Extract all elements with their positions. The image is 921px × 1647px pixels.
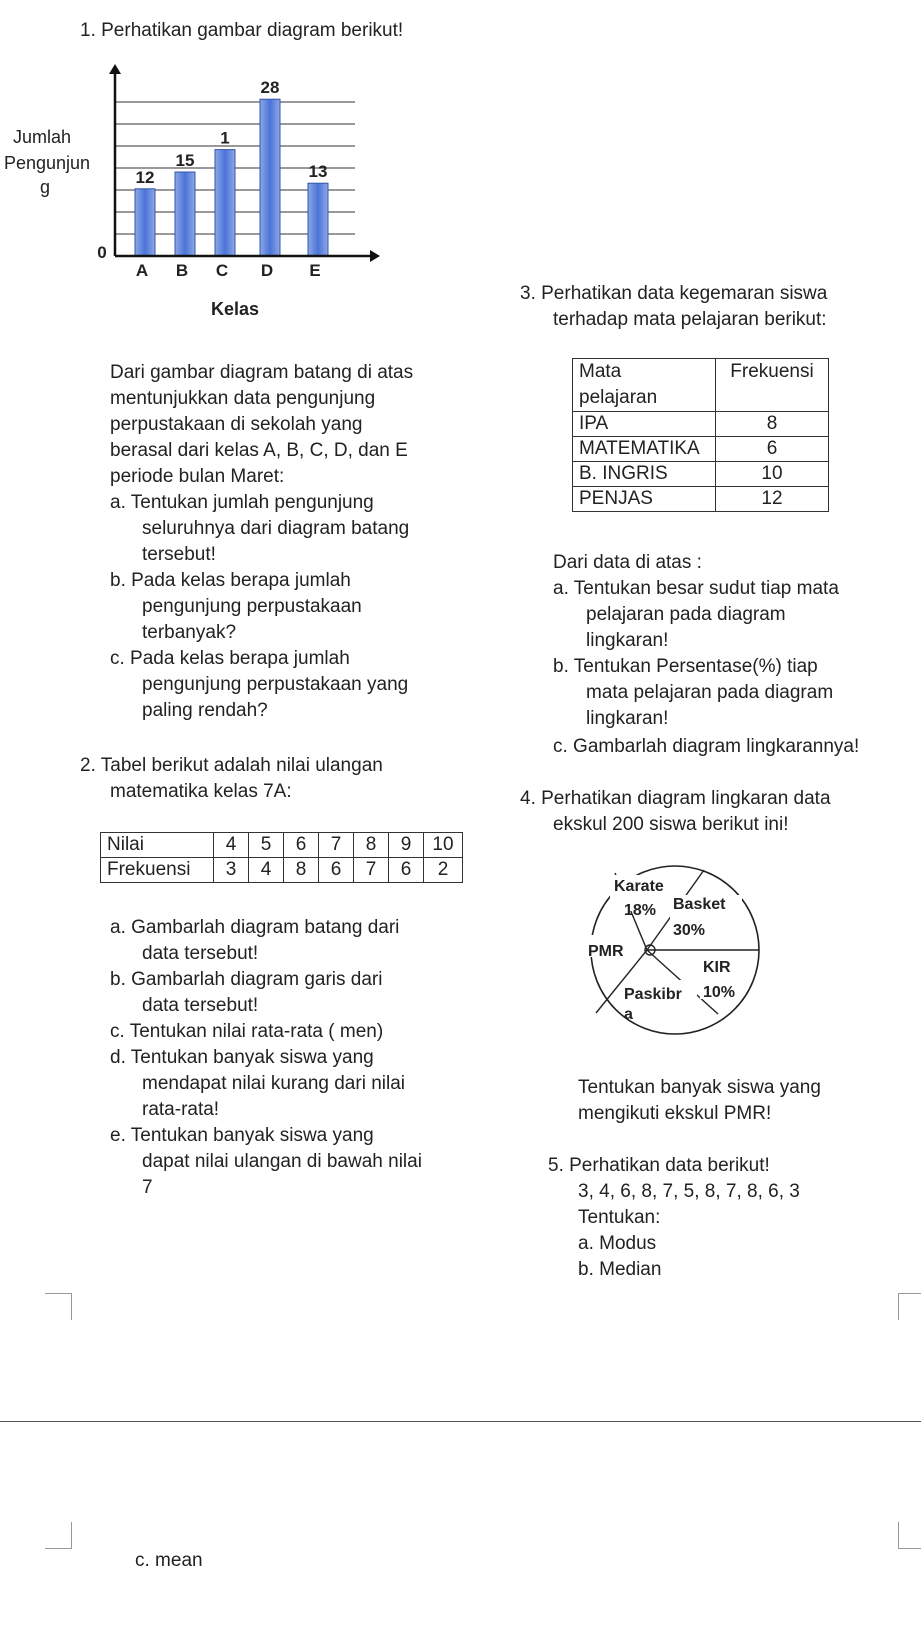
q1-a-line-3: tersebut! bbox=[142, 544, 216, 565]
q2-cell: 8 bbox=[284, 858, 319, 883]
q2-c-line: c. Tentukan nilai rata-rata ( men) bbox=[110, 1021, 384, 1042]
table-row bbox=[573, 437, 829, 462]
q1-c-line-2: pengunjung perpustakaan yang bbox=[142, 674, 409, 695]
q2-cell: Nilai bbox=[101, 833, 214, 858]
q1-a-line-1: a. Tentukan jumlah pengunjung bbox=[110, 492, 374, 513]
q2-b-line-1: b. Gambarlah diagram garis dari bbox=[110, 969, 383, 990]
q2-title-2: matematika kelas 7A: bbox=[110, 781, 292, 802]
q1-b-line-3: terbanyak? bbox=[142, 622, 237, 643]
q3-header-subject bbox=[573, 359, 716, 412]
x-tick-label: A bbox=[135, 261, 149, 280]
bar-c bbox=[215, 150, 235, 256]
q2-d-line-2: mendapat nilai kurang dari nilai bbox=[142, 1073, 405, 1094]
ylabel-line-1: Jumlah bbox=[12, 127, 72, 147]
x-tick-label: D bbox=[260, 261, 274, 280]
q2-table bbox=[100, 832, 463, 883]
q3-cell: 8 bbox=[716, 412, 829, 437]
pie-label-paskibra: Paskibr bbox=[624, 986, 682, 1003]
q1-paragraph-1: Dari gambar diagram batang di atas bbox=[110, 362, 414, 383]
page-corner-mark bbox=[898, 1522, 921, 1549]
q2-table-row-nilai bbox=[101, 833, 463, 858]
q3-cell: 6 bbox=[716, 437, 829, 462]
bar-value-label: 13 bbox=[308, 162, 328, 182]
q1-paragraph-4: berasal dari kelas A, B, C, D, dan E bbox=[110, 440, 408, 461]
q2-title-1: 2. Tabel berikut adalah nilai ulangan bbox=[80, 755, 383, 776]
q3-a-line-3: lingkaran! bbox=[586, 630, 669, 651]
q3-cell: 12 bbox=[716, 487, 829, 512]
q3-title-1: 3. Perhatikan data kegemaran siswa bbox=[520, 283, 828, 304]
q2-cell: 4 bbox=[249, 858, 284, 883]
q2-cell: Frekuensi bbox=[101, 858, 214, 883]
bar-chart bbox=[0, 60, 400, 360]
q3-a-line-2: pelajaran pada diagram bbox=[586, 604, 786, 625]
q2-cell: 3 bbox=[214, 858, 249, 883]
q3-cell: IPA bbox=[573, 412, 716, 437]
q4-title-1: 4. Perhatikan diagram lingkaran data bbox=[520, 788, 831, 809]
xlabel: Kelas bbox=[210, 299, 260, 319]
page-break-line bbox=[0, 1421, 921, 1422]
q3-b-line-2: mata pelajaran pada diagram bbox=[586, 682, 834, 703]
q3-table bbox=[572, 358, 829, 512]
x-axis-arrow bbox=[370, 250, 380, 262]
q5-a: a. Modus bbox=[578, 1233, 657, 1254]
x-tick-label: E bbox=[309, 261, 321, 280]
q2-table-row-frekuensi bbox=[101, 858, 463, 883]
q4-question-1: Tentukan banyak siswa yang bbox=[578, 1077, 821, 1098]
q2-cell: 8 bbox=[354, 833, 389, 858]
q1-paragraph-2: mentunjukkan data pengunjung bbox=[110, 388, 376, 409]
pie-chart bbox=[570, 855, 810, 1055]
x-tick-label: C bbox=[215, 261, 229, 280]
pie-pct-karate: 18% bbox=[624, 902, 657, 919]
q3-a-line-1: a. Tentukan besar sudut tiap mata bbox=[553, 578, 839, 599]
q2-e-line-2: dapat nilai ulangan di bawah nilai bbox=[142, 1151, 422, 1172]
bar-b bbox=[175, 172, 195, 256]
q3-intro: Dari data di atas : bbox=[553, 552, 702, 573]
q3-title-2: terhadap mata pelajaran berikut: bbox=[553, 309, 827, 330]
q2-cell: 2 bbox=[424, 858, 463, 883]
q3-header-subject-1: Mata bbox=[579, 361, 622, 382]
ylabel-line-3: g bbox=[39, 177, 51, 197]
pie-pct-kir: 10% bbox=[703, 984, 736, 1001]
q3-cell: PENJAS bbox=[573, 487, 716, 512]
q1-b-line-2: pengunjung perpustakaan bbox=[142, 596, 362, 617]
origin-label: 0 bbox=[97, 243, 107, 262]
q1-paragraph-5: periode bulan Maret: bbox=[110, 466, 285, 487]
q5-title: 5. Perhatikan data berikut! bbox=[548, 1155, 770, 1176]
q3-header-subject-2: pelajaran bbox=[579, 387, 658, 408]
pie-label-pmr: PMR bbox=[588, 943, 624, 960]
q5-ask: Tentukan: bbox=[578, 1207, 661, 1228]
q2-cell: 4 bbox=[214, 833, 249, 858]
q2-e-line-3: 7 bbox=[142, 1177, 153, 1198]
q2-cell: 7 bbox=[319, 833, 354, 858]
table-row bbox=[573, 412, 829, 437]
bar-d bbox=[260, 99, 280, 256]
q1-c-line-1: c. Pada kelas berapa jumlah bbox=[110, 648, 350, 669]
q2-cell: 6 bbox=[389, 858, 424, 883]
q2-cell: 6 bbox=[284, 833, 319, 858]
q2-a-line-1: a. Gambarlah diagram batang dari bbox=[110, 917, 400, 938]
q3-cell: 10 bbox=[716, 462, 829, 487]
q1-a-line-2: seluruhnya dari diagram batang bbox=[142, 518, 410, 539]
q2-cell: 9 bbox=[389, 833, 424, 858]
bar-value-label: 28 bbox=[260, 78, 280, 98]
bar-value-label: 12 bbox=[135, 167, 155, 187]
page-corner-mark bbox=[45, 1293, 72, 1320]
q3-c-line: c. Gambarlah diagram lingkarannya! bbox=[553, 736, 860, 757]
q2-cell: 5 bbox=[249, 833, 284, 858]
bar-a bbox=[135, 189, 155, 256]
q1-b-line-1: b. Pada kelas berapa jumlah bbox=[110, 570, 351, 591]
pie-pct-basket: 30% bbox=[673, 922, 706, 939]
pie-label-kir: KIR bbox=[703, 959, 731, 976]
q2-cell: 7 bbox=[354, 858, 389, 883]
q2-d-line-3: rata-rata! bbox=[142, 1099, 220, 1120]
q3-table-header bbox=[573, 359, 829, 412]
q1-c-line-3: paling rendah? bbox=[142, 700, 268, 721]
q5-b: b. Median bbox=[578, 1259, 662, 1280]
table-row bbox=[573, 487, 829, 512]
page-corner-mark bbox=[45, 1522, 72, 1549]
q3-cell: MATEMATIKA bbox=[573, 437, 716, 462]
ylabel-line-2: Pengunjun bbox=[3, 153, 91, 173]
q4-title-2: ekskul 200 siswa berikut ini! bbox=[553, 814, 789, 835]
q5-data: 3, 4, 6, 8, 7, 5, 8, 7, 8, 6, 3 bbox=[578, 1181, 800, 1202]
q2-cell: 10 bbox=[424, 833, 463, 858]
q1-paragraph-3: perpustakaan di sekolah yang bbox=[110, 414, 363, 435]
q3-b-line-1: b. Tentukan Persentase(%) tiap bbox=[553, 656, 818, 677]
pie-label-karate: Karate bbox=[614, 878, 664, 895]
q5-c: c. mean bbox=[135, 1550, 203, 1571]
q2-e-line-1: e. Tentukan banyak siswa yang bbox=[110, 1125, 374, 1146]
pie-label-paskibra-2: a bbox=[624, 1006, 633, 1023]
page-corner-mark bbox=[898, 1293, 921, 1320]
bar-value-label: 1 bbox=[220, 128, 230, 148]
q4-question-2: mengikuti ekskul PMR! bbox=[578, 1103, 772, 1124]
q2-b-line-2: data tersebut! bbox=[142, 995, 259, 1016]
table-row bbox=[573, 462, 829, 487]
bar-e bbox=[308, 183, 328, 256]
bar-value-label: 15 bbox=[175, 151, 195, 170]
q2-a-line-2: data tersebut! bbox=[142, 943, 259, 964]
q3-b-line-3: lingkaran! bbox=[586, 708, 669, 729]
q2-d-line-1: d. Tentukan banyak siswa yang bbox=[110, 1047, 374, 1068]
q2-cell: 6 bbox=[319, 858, 354, 883]
x-tick-label: B bbox=[175, 261, 189, 280]
y-axis-arrow bbox=[109, 64, 121, 74]
pie-label-basket: Basket bbox=[673, 896, 726, 913]
q3-header-freq: Frekuensi bbox=[716, 359, 829, 412]
q1-title: 1. Perhatikan gambar diagram berikut! bbox=[80, 20, 404, 41]
q3-cell: B. INGRIS bbox=[573, 462, 716, 487]
